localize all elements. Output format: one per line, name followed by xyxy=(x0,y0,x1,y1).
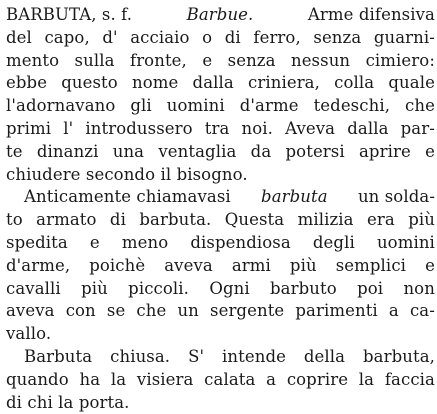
word: tedeschi, xyxy=(313,96,391,116)
word: e xyxy=(89,232,100,252)
word: a xyxy=(388,301,399,321)
word: di xyxy=(109,210,126,230)
word: la xyxy=(358,369,375,389)
french-equivalent: Barbue. xyxy=(186,5,254,24)
word: barbuta. xyxy=(139,210,212,230)
entry-line xyxy=(6,209,435,232)
word: aprire xyxy=(359,141,411,161)
word: d'arme, xyxy=(6,255,71,275)
entry-line xyxy=(6,346,435,369)
word: poichè xyxy=(89,255,146,275)
word: era xyxy=(367,210,395,230)
word: Aveva xyxy=(285,118,336,138)
entry-line xyxy=(6,369,435,392)
word: visiera xyxy=(136,369,194,389)
word: senza xyxy=(227,50,276,70)
word: S' xyxy=(188,346,205,366)
word: della xyxy=(303,346,346,366)
word: un xyxy=(177,301,199,321)
grammar-label: , s. f. xyxy=(91,5,133,24)
word: se xyxy=(106,301,126,321)
text-run: un solda- xyxy=(357,187,435,207)
word: cavalli xyxy=(6,278,61,298)
word: quale xyxy=(388,73,435,93)
entry-line xyxy=(6,4,435,27)
word: coprire xyxy=(286,369,349,389)
word: spedita xyxy=(6,232,68,252)
word: to xyxy=(6,210,23,230)
word: e xyxy=(425,141,435,161)
word: barbuto xyxy=(270,278,337,298)
word: l'adornavano xyxy=(6,96,116,116)
word: acciaio xyxy=(130,27,190,47)
word: che xyxy=(136,301,167,321)
word: potersi xyxy=(285,141,345,161)
word: d' xyxy=(102,27,118,47)
word: quando xyxy=(6,369,69,389)
word: nome xyxy=(132,73,179,93)
word: di xyxy=(224,27,241,47)
entry-line xyxy=(6,141,435,164)
word: che xyxy=(405,96,435,116)
word: faccia xyxy=(384,369,435,389)
entry-line xyxy=(6,27,435,50)
word: armato xyxy=(36,210,97,230)
entry-line xyxy=(6,255,435,278)
word: intende xyxy=(222,346,286,366)
word: uomini xyxy=(166,96,225,116)
word: più xyxy=(408,210,435,230)
word: Questa xyxy=(224,210,285,230)
word: semplici xyxy=(335,255,407,275)
word: Barbuta xyxy=(24,346,93,366)
word: sulla xyxy=(74,50,115,70)
word: e xyxy=(425,255,435,275)
word: uomini xyxy=(376,232,435,252)
entry-line xyxy=(6,186,435,209)
word: la xyxy=(110,369,127,389)
word: milizia xyxy=(297,210,354,230)
entry-line xyxy=(6,278,435,301)
entry-line xyxy=(6,300,435,323)
word: ferro, xyxy=(253,27,301,47)
word: piccoli. xyxy=(128,278,190,298)
word: questo xyxy=(61,73,118,93)
word: dinanzi xyxy=(36,141,99,161)
word: meno xyxy=(121,232,169,252)
word: più xyxy=(81,278,108,298)
italic-term: barbuta xyxy=(261,187,328,207)
word: ebbe xyxy=(6,73,48,93)
headword: BARBUTA xyxy=(6,5,92,24)
entry-line xyxy=(6,72,435,95)
word: d'arme xyxy=(239,96,299,116)
word: del xyxy=(6,27,32,47)
entry-line xyxy=(6,50,435,73)
word: ventaglia xyxy=(158,141,237,161)
word: l' xyxy=(63,118,74,138)
word: capo, xyxy=(44,27,90,47)
text-run: Anticamente chiamavasi xyxy=(24,187,231,207)
entry-line xyxy=(6,232,435,255)
text-run: di chi la porta. xyxy=(6,392,130,412)
word: e xyxy=(202,50,213,70)
word: dispendiosa xyxy=(190,232,291,252)
word: introdussero xyxy=(85,118,193,138)
word: primi xyxy=(6,118,52,138)
word: non xyxy=(403,278,435,298)
word: armi xyxy=(231,255,271,275)
word: parimenti xyxy=(295,301,378,321)
word: degli xyxy=(312,232,355,252)
entry-line xyxy=(6,392,435,414)
word: poi xyxy=(357,278,384,298)
word: aveva xyxy=(6,301,55,321)
word: criniera, xyxy=(248,73,320,93)
word: ca- xyxy=(409,301,435,321)
word: o xyxy=(202,27,213,47)
word: una xyxy=(112,141,145,161)
word: da xyxy=(250,141,272,161)
text-run: Arme difensiva xyxy=(307,5,435,24)
word: mento xyxy=(6,50,60,70)
entry-line xyxy=(6,164,435,187)
word: aveva xyxy=(164,255,213,275)
word: a xyxy=(266,369,277,389)
word: più xyxy=(289,255,317,275)
word: senza xyxy=(313,27,362,47)
word: tra xyxy=(204,118,230,138)
text-run: chiudere secondo il bisogno. xyxy=(6,164,248,184)
word: colla xyxy=(334,73,375,93)
entry-line xyxy=(6,118,435,141)
word: te xyxy=(6,141,23,161)
word: chiusa. xyxy=(110,346,171,366)
word: sergente xyxy=(210,301,285,321)
word: dalla xyxy=(347,118,389,138)
word: con xyxy=(65,301,96,321)
word: Ogni xyxy=(209,278,250,298)
word: par- xyxy=(400,118,435,138)
word: fronte, xyxy=(129,50,187,70)
entry-line xyxy=(6,95,435,118)
entry-line xyxy=(6,323,435,346)
word: ha xyxy=(79,369,101,389)
word: nessun xyxy=(290,50,351,70)
word: barbuta, xyxy=(363,346,435,366)
word: calata xyxy=(204,369,256,389)
text-run: vallo. xyxy=(6,324,52,344)
word: dalla xyxy=(192,73,234,93)
word: gli xyxy=(130,96,152,116)
word: cimiero: xyxy=(365,50,435,70)
word: noi. xyxy=(241,118,274,138)
word: guarni- xyxy=(373,27,435,47)
